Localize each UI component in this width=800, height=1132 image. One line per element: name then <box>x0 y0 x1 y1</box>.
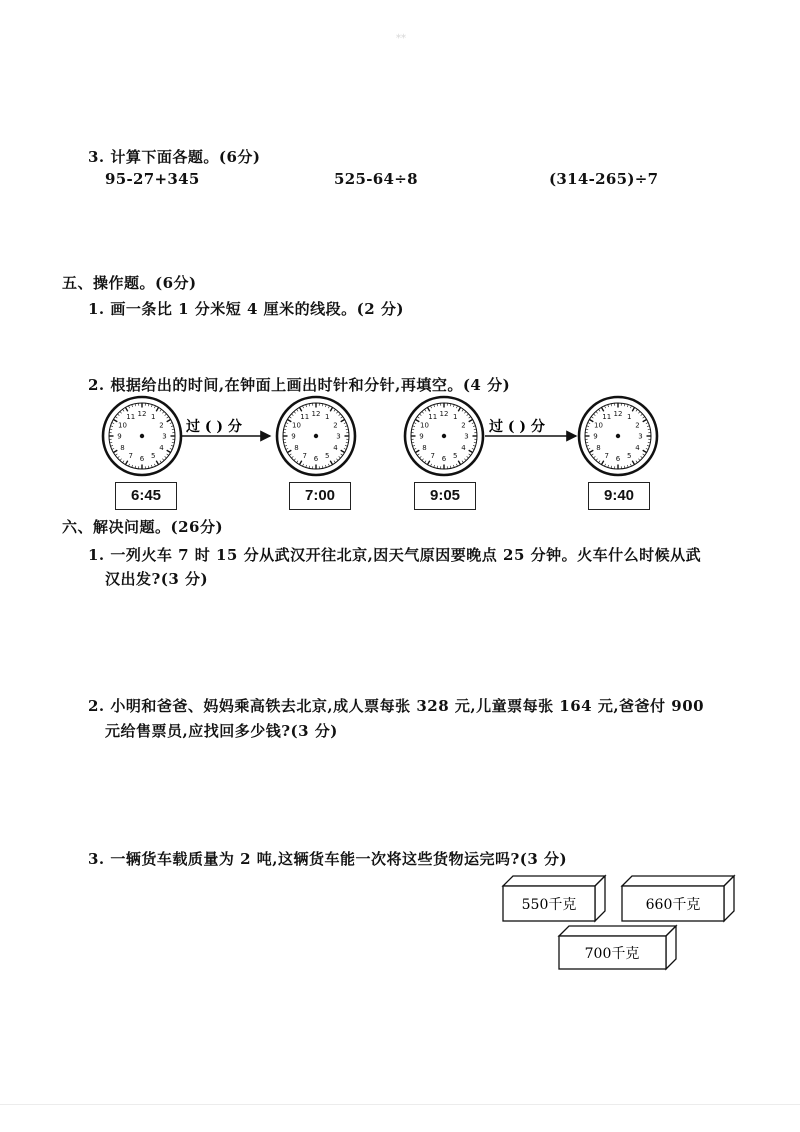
section5-q1: 1. 画一条比 1 分米短 4 厘米的线段。(2 分) <box>88 300 404 318</box>
clock-face-2[interactable] <box>277 397 355 475</box>
clock-number: 9 <box>593 432 598 441</box>
clock-number: 11 <box>126 413 136 422</box>
clock-center-dot <box>314 434 318 438</box>
clock-number: 6 <box>441 455 447 463</box>
clock-number: 2 <box>333 421 338 430</box>
clock-number: 1 <box>453 413 458 422</box>
clock-number: 1 <box>151 413 156 422</box>
clock-number: 12 <box>137 410 147 418</box>
clock-number: 1 <box>627 413 632 422</box>
section6-q1-line1: 1. 一列火车 7 时 15 分从武汉开往北京,因天气原因要晚点 25 分钟。火车什么时候从武 <box>88 546 702 564</box>
clock-number: 3 <box>464 432 469 441</box>
clock-number: 5 <box>151 451 156 460</box>
clock-center-dot <box>442 434 446 438</box>
clock-face-3[interactable] <box>405 397 483 475</box>
clock-number: 10 <box>594 421 603 430</box>
section6-q2-line2: 元给售票员,应找回多少钱?(3 分) <box>105 722 338 740</box>
section6-q3: 3. 一辆货车载质量为 2 吨,这辆货车能一次将这些货物运完吗?(3 分) <box>88 850 568 868</box>
clock-face-4[interactable] <box>579 397 657 475</box>
clock-number: 2 <box>461 421 466 430</box>
clock-number: 4 <box>159 443 164 452</box>
clock-number: 6 <box>615 455 621 463</box>
section5-title: 五、操作题。(6分) <box>62 274 197 292</box>
clock-number: 2 <box>635 421 640 430</box>
clock-time-1: 6:45 <box>115 482 177 510</box>
cargo-box-1 <box>503 876 605 921</box>
calc-problem-3: (314-265)÷7 <box>549 170 659 188</box>
clock-number: 11 <box>300 413 310 422</box>
section6-q2-line1: 2. 小明和爸爸、妈妈乘高铁去北京,成人票每张 328 元,儿童票每张 164 元,爸爸付 900 <box>88 697 705 715</box>
clock-number: 7 <box>604 451 609 460</box>
section5-q2: 2. 根据给出的时间,在钟面上画出时针和分针,再填空。(4 分) <box>88 376 511 394</box>
cargo-diagram <box>490 868 740 978</box>
clock-time-2: 7:00 <box>289 482 351 510</box>
arrow-label-2: 过 ( ) 分 <box>489 419 545 435</box>
clock-number: 12 <box>439 410 449 418</box>
page-bottom-rule <box>0 1104 800 1105</box>
clock-number: 12 <box>311 410 321 418</box>
clock-number: 5 <box>627 451 632 460</box>
clock-face-1[interactable] <box>103 397 181 475</box>
clock-number: 8 <box>596 443 601 452</box>
clock-number: 4 <box>635 443 640 452</box>
clock-number: 10 <box>118 421 127 430</box>
cargo-box-2 <box>622 876 734 921</box>
clock-number: 4 <box>461 443 466 452</box>
cargo-label-3: 700千克 <box>584 946 640 962</box>
scan-artifact: ⁎⁎ <box>396 30 406 41</box>
clock-number: 2 <box>159 421 164 430</box>
clock-number: 8 <box>422 443 427 452</box>
section6-title: 六、解决问题。(26分) <box>62 518 224 536</box>
clock-center-dot <box>140 434 144 438</box>
cargo-box-3 <box>559 926 676 969</box>
clock-number: 9 <box>291 432 296 441</box>
clock-number: 3 <box>336 432 341 441</box>
clock-number: 9 <box>117 432 122 441</box>
calc-section-title: 3. 计算下面各题。(6分) <box>88 148 261 166</box>
clock-number: 1 <box>325 413 330 422</box>
clock-number: 6 <box>139 455 145 463</box>
clock-number: 9 <box>419 432 424 441</box>
clock-number: 7 <box>128 451 133 460</box>
cargo-label-1: 550千克 <box>521 897 577 913</box>
clock-number: 10 <box>292 421 301 430</box>
clock-number: 10 <box>420 421 429 430</box>
calc-problem-1: 95-27+345 <box>105 170 200 188</box>
clock-number: 8 <box>294 443 299 452</box>
section6-q1-line2: 汉出发?(3 分) <box>105 570 209 588</box>
clock-number: 3 <box>162 432 167 441</box>
clock-number: 5 <box>325 451 330 460</box>
clock-number: 8 <box>120 443 125 452</box>
clock-time-4: 9:40 <box>588 482 650 510</box>
clock-center-dot <box>616 434 620 438</box>
clock-number: 12 <box>613 410 623 418</box>
clock-number: 6 <box>313 455 319 463</box>
clock-number: 3 <box>638 432 643 441</box>
clock-number: 4 <box>333 443 338 452</box>
cargo-label-2: 660千克 <box>645 897 701 913</box>
clock-time-3: 9:05 <box>414 482 476 510</box>
clock-number: 5 <box>453 451 458 460</box>
calc-problem-2: 525-64÷8 <box>334 170 418 188</box>
arrow-label-1: 过 ( ) 分 <box>186 419 242 435</box>
clock-number: 7 <box>302 451 307 460</box>
clock-number: 11 <box>602 413 612 422</box>
clock-number: 7 <box>430 451 435 460</box>
clock-number: 11 <box>428 413 438 422</box>
